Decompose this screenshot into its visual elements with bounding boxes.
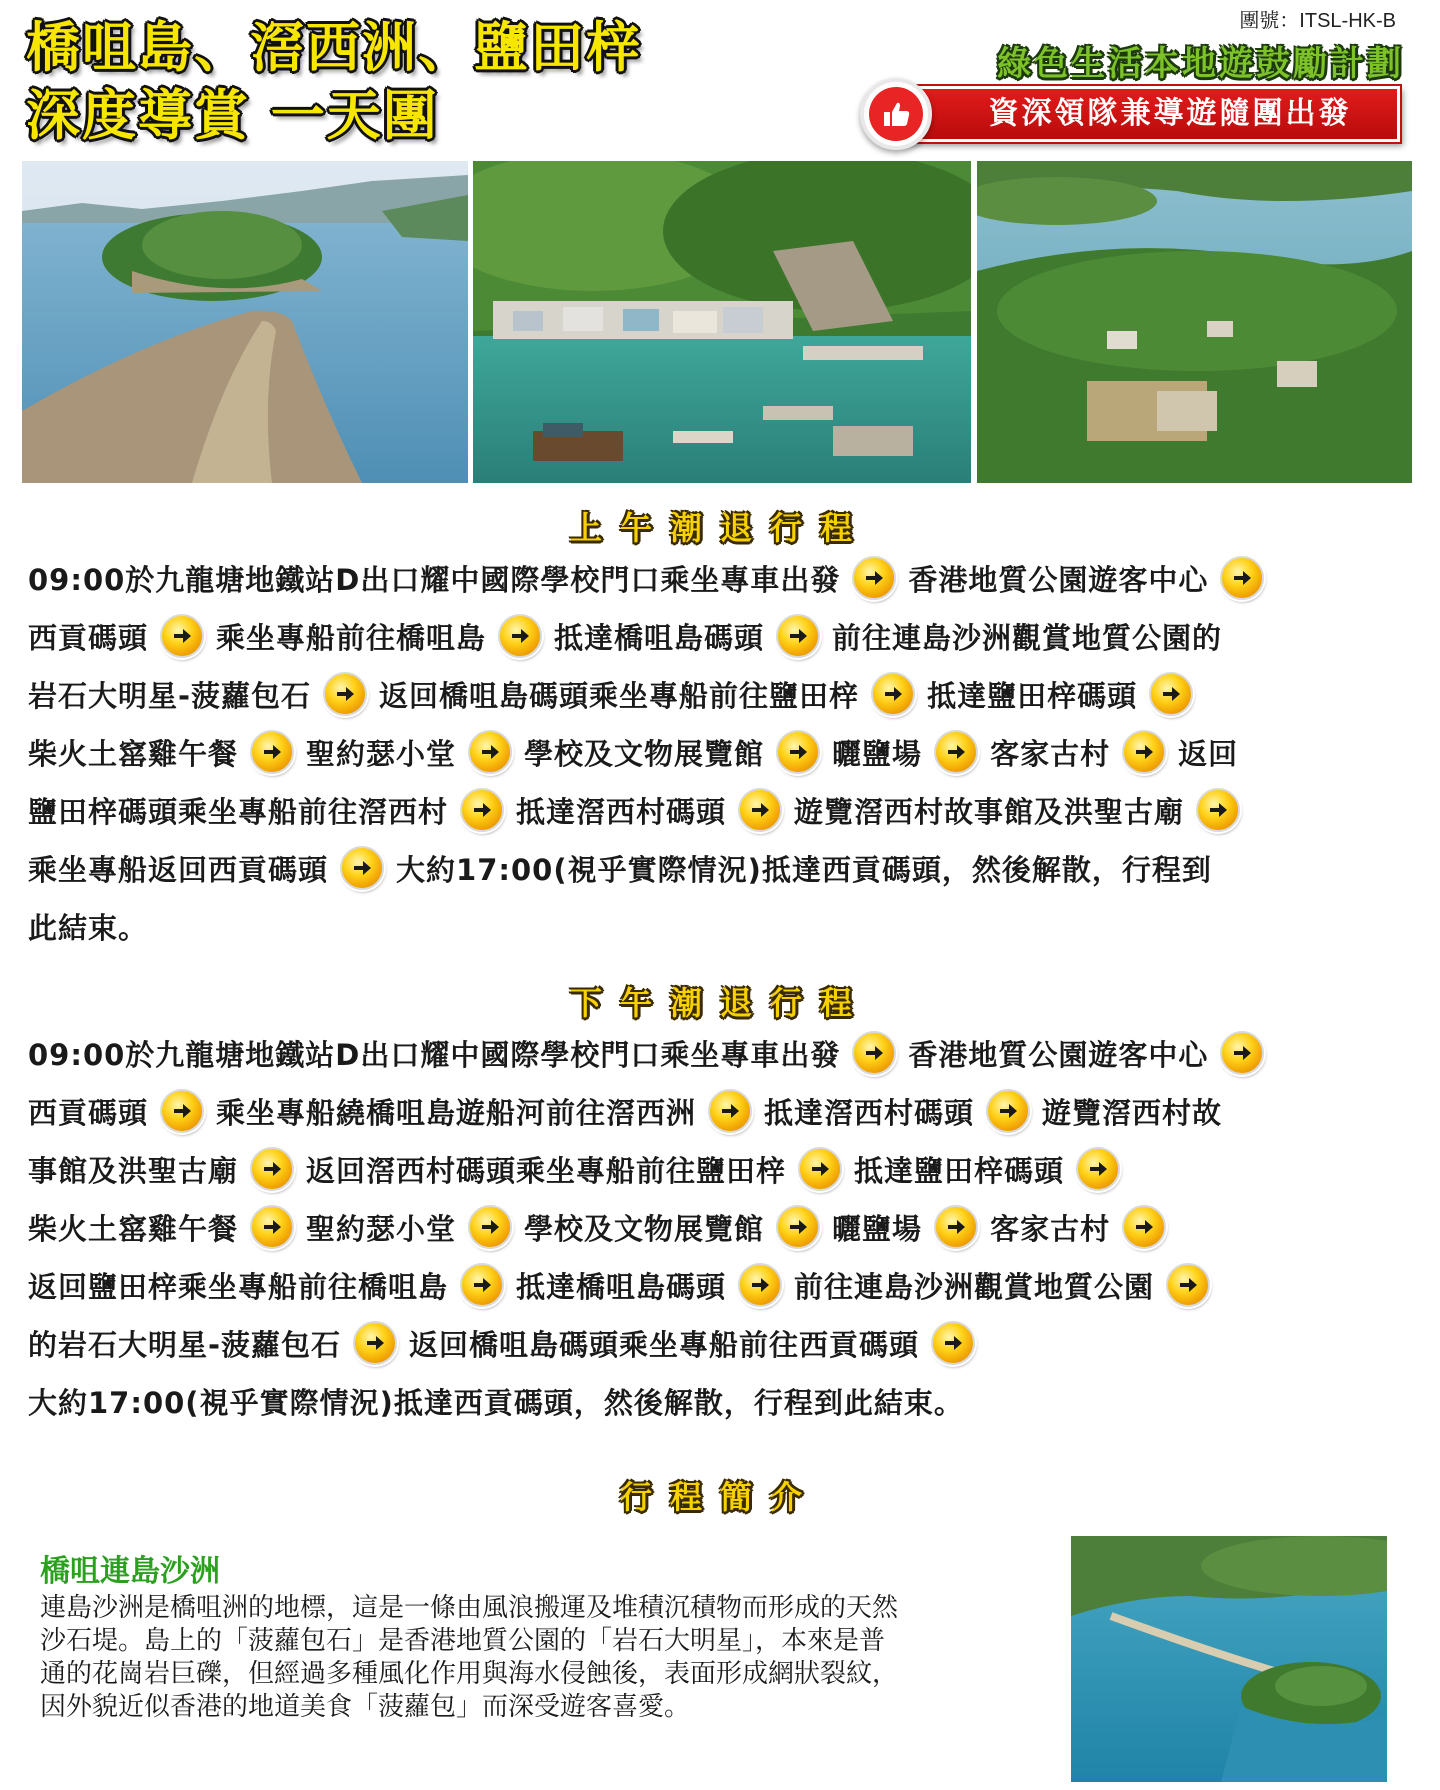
- itinerary-stop: 鹽田梓碼頭乘坐專船前往滘西村: [28, 794, 449, 829]
- itinerary-stop: 事館及洪聖古廟: [28, 1153, 239, 1188]
- arrow-right-icon: [1122, 730, 1166, 774]
- itinerary-line: [28, 1372, 1418, 1430]
- intro-line: 因外貌近似香港的地道美食「菠蘿包」而深受遊客喜愛。: [40, 1692, 691, 1722]
- itinerary-stop: 客家古村: [990, 1211, 1111, 1246]
- itinerary-line: [28, 549, 1418, 607]
- itinerary-stop: 柴火土窰雞午餐: [28, 736, 239, 771]
- itinerary-stop: 返回滘西村碼頭乘坐專船前往鹽田梓: [306, 1153, 787, 1188]
- itinerary-stop: 學校及文物展覽館: [524, 736, 765, 771]
- arrow-right-icon: [1220, 556, 1264, 600]
- itinerary-stop: 聖約瑟小堂: [306, 1211, 457, 1246]
- tour-code: 團號：ITSL-HK-B: [1239, 10, 1396, 32]
- arrow-right-icon: [460, 1263, 504, 1307]
- thumbs-up-icon: [869, 87, 923, 141]
- arrow-right-icon: [986, 1089, 1030, 1133]
- itinerary-stop: 09:00於九龍塘地鐵站D出口耀中國際學校門口乘坐專車出發: [28, 1037, 841, 1072]
- arrow-right-icon: [1122, 1205, 1166, 1249]
- itinerary-stop: 西貢碼頭: [28, 620, 149, 655]
- itinerary-stop: 遊覽滘西村故事館及洪聖古廟: [794, 794, 1185, 829]
- arrow-right-icon: [1076, 1147, 1120, 1191]
- itinerary-stop: 抵達滘西村碼頭: [516, 794, 727, 829]
- arrow-right-icon: [738, 788, 782, 832]
- itinerary-stop: 09:00於九龍塘地鐵站D出口耀中國際學校門口乘坐專車出發: [28, 562, 841, 597]
- arrow-right-icon: [1166, 1263, 1210, 1307]
- thumbs-up-badge: [860, 78, 932, 150]
- arrow-right-icon: [776, 1205, 820, 1249]
- itinerary-line: [28, 665, 1418, 723]
- title-line-1: 橋咀島、滘西洲、鹽田梓: [26, 16, 642, 79]
- itinerary-line: [28, 781, 1418, 839]
- sand-bar-aerial-photo: [1071, 1536, 1387, 1782]
- itinerary-stop: 乘坐專船前往橋咀島: [216, 620, 487, 655]
- arrow-right-icon: [160, 1089, 204, 1133]
- itinerary-stop: 香港地質公園遊客中心: [908, 1037, 1209, 1072]
- itinerary-line: [28, 1198, 1418, 1256]
- itinerary-stop: 柴火土窰雞午餐: [28, 1211, 239, 1246]
- morning-itinerary: [28, 549, 1418, 955]
- arrow-right-icon: [340, 846, 384, 890]
- itinerary-stop: 此結束。: [28, 910, 149, 945]
- itinerary-stop: 返回: [1178, 736, 1239, 771]
- arrow-right-icon: [250, 1147, 294, 1191]
- itinerary-stop: 前往連島沙洲觀賞地質公園: [794, 1269, 1155, 1304]
- arrow-right-icon: [1196, 788, 1240, 832]
- itinerary-stop: 返回鹽田梓乘坐專船前往橋咀島: [28, 1269, 449, 1304]
- arrow-right-icon: [1149, 672, 1193, 716]
- arrow-right-icon: [160, 614, 204, 658]
- arrow-right-icon: [498, 614, 542, 658]
- itinerary-stop: 聖約瑟小堂: [306, 736, 457, 771]
- intro-text: [40, 1592, 1060, 1724]
- itinerary-stop: 的岩石大明星-菠蘿包石: [28, 1327, 342, 1362]
- itinerary-stop: 抵達鹽田梓碼頭: [927, 678, 1138, 713]
- itinerary-stop: 抵達滘西村碼頭: [764, 1095, 975, 1130]
- itinerary-stop: 客家古村: [990, 736, 1111, 771]
- title-line-2: 深度導賞 一天團: [26, 84, 439, 147]
- itinerary-stop: 返回橋咀島碼頭乘坐專船前往鹽田梓: [379, 678, 860, 713]
- itinerary-stop: 遊覽滘西村故: [1042, 1095, 1223, 1130]
- arrow-right-icon: [776, 614, 820, 658]
- arrow-right-icon: [931, 1321, 975, 1365]
- arrow-right-icon: [798, 1147, 842, 1191]
- arrow-right-icon: [323, 672, 367, 716]
- itinerary-line: [28, 1140, 1418, 1198]
- arrow-right-icon: [468, 1205, 512, 1249]
- arrow-right-icon: [1220, 1031, 1264, 1075]
- sand-bar-island-photo: [22, 161, 468, 483]
- itinerary-stop: 乘坐專船繞橋咀島遊船河前往滘西洲: [216, 1095, 697, 1130]
- itinerary-stop: 曬鹽場: [832, 1211, 923, 1246]
- arrow-right-icon: [934, 730, 978, 774]
- arrow-right-icon: [934, 1205, 978, 1249]
- arrow-right-icon: [353, 1321, 397, 1365]
- arrow-right-icon: [250, 1205, 294, 1249]
- arrow-right-icon: [776, 730, 820, 774]
- itinerary-stop: 抵達橋咀島碼頭: [516, 1269, 727, 1304]
- arrow-right-icon: [460, 788, 504, 832]
- arrow-right-icon: [871, 672, 915, 716]
- itinerary-stop: 抵達鹽田梓碼頭: [854, 1153, 1065, 1188]
- afternoon-itinerary: [28, 1024, 1418, 1430]
- arrow-right-icon: [250, 730, 294, 774]
- itinerary-line: [28, 1024, 1418, 1082]
- itinerary-line: [28, 839, 1418, 897]
- intro-line: 通的花崗岩巨礫，但經過多種風化作用與海水侵蝕後，表面形成網狀裂紋，: [40, 1659, 899, 1689]
- itinerary-stop: 抵達橋咀島碼頭: [554, 620, 765, 655]
- intro-section: [40, 1546, 1060, 1724]
- itinerary-line: [28, 1314, 1418, 1372]
- leader-banner: 資深領隊兼導遊隨團出發: [900, 86, 1400, 142]
- page-title: [26, 14, 642, 150]
- intro-title: 橋咀連島沙洲: [40, 1554, 220, 1589]
- fishing-village-pier-photo: [473, 161, 971, 483]
- arrow-right-icon: [708, 1089, 752, 1133]
- itinerary-stop: 岩石大明星-菠蘿包石: [28, 678, 312, 713]
- itinerary-line: [28, 607, 1418, 665]
- intro-line: 沙石堤。島上的「菠蘿包石」是香港地質公園的「岩石大明星」，本來是普: [40, 1626, 886, 1656]
- itinerary-stop: 大約17:00(視乎實際情況)抵達西貢碼頭，然後解散，行程到: [396, 852, 1212, 887]
- itinerary-stop: 學校及文物展覽館: [524, 1211, 765, 1246]
- itinerary-line: [28, 1256, 1418, 1314]
- afternoon-heading: 下午潮退行程: [569, 984, 870, 1022]
- itinerary-stop: 西貢碼頭: [28, 1095, 149, 1130]
- arrow-right-icon: [738, 1263, 782, 1307]
- photo-strip: [22, 161, 1412, 483]
- arrow-right-icon: [852, 556, 896, 600]
- itinerary-line: [28, 1082, 1418, 1140]
- intro-line: 連島沙洲是橋咀洲的地標，這是一條由風浪搬運及堆積沉積物而形成的天然: [40, 1593, 899, 1623]
- arrow-right-icon: [468, 730, 512, 774]
- scheme-label: 綠色生活本地遊鼓勵計劃: [997, 44, 1404, 84]
- itinerary-stop: 前往連島沙洲觀賞地質公園的: [832, 620, 1223, 655]
- itinerary-stop: 香港地質公園遊客中心: [908, 562, 1209, 597]
- intro-heading: 行程簡介: [619, 1478, 820, 1516]
- itinerary-stop: 曬鹽場: [832, 736, 923, 771]
- itinerary-line: [28, 897, 1418, 955]
- itinerary-stop: 乘坐專船返回西貢碼頭: [28, 852, 329, 887]
- green-island-aerial-photo: [977, 161, 1412, 483]
- arrow-right-icon: [852, 1031, 896, 1075]
- itinerary-line: [28, 723, 1418, 781]
- itinerary-stop: 返回橋咀島碼頭乘坐專船前往西貢碼頭: [409, 1327, 920, 1362]
- morning-heading: 上午潮退行程: [569, 509, 870, 547]
- itinerary-stop: 大約17:00(視乎實際情況)抵達西貢碼頭，然後解散，行程到此結束。: [28, 1385, 964, 1420]
